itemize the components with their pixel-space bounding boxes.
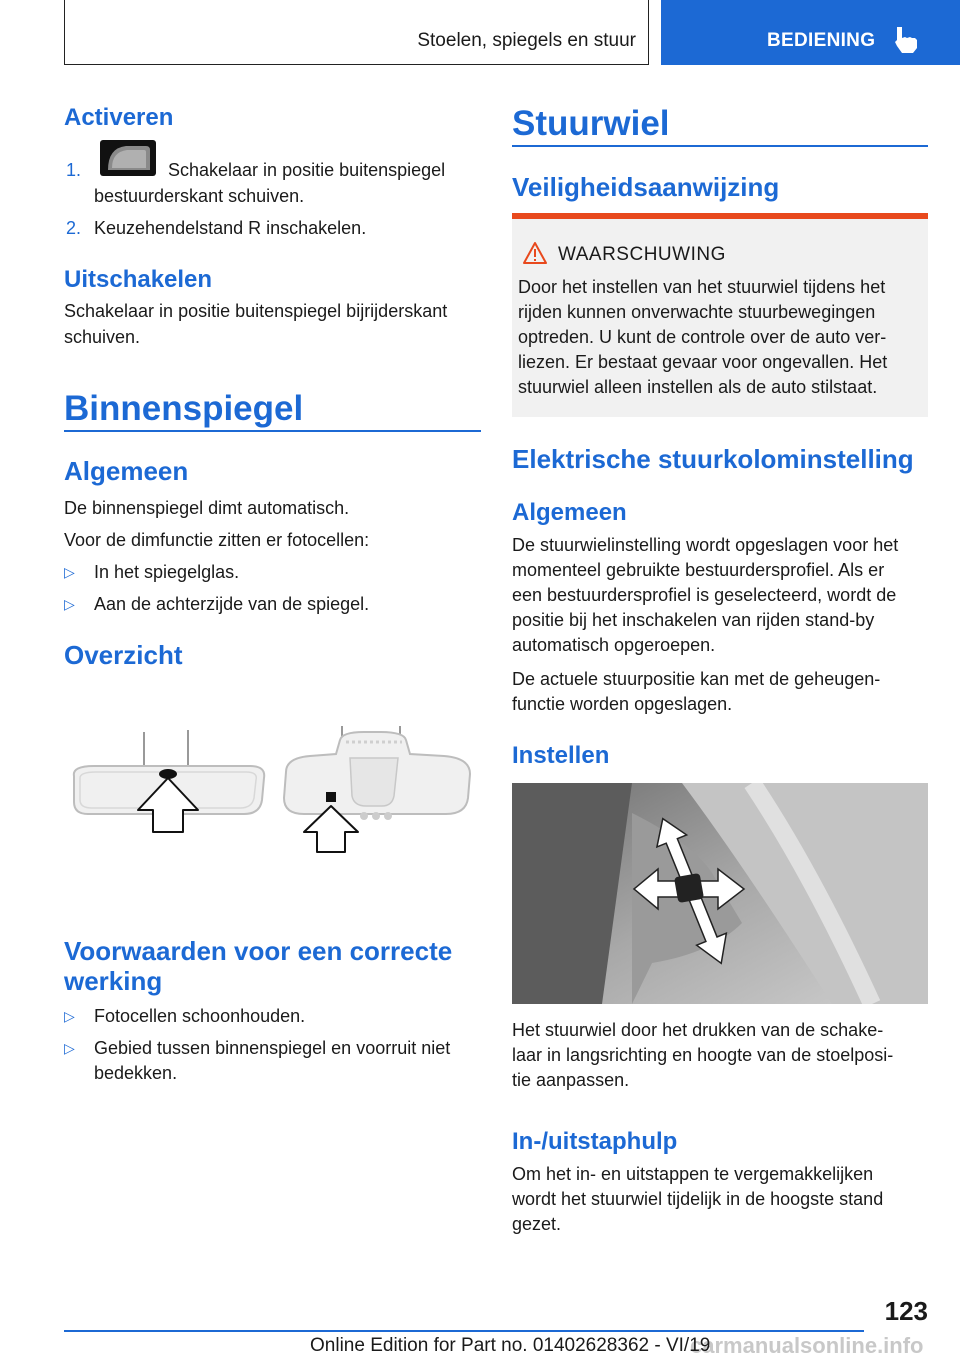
pointing-hand-icon — [893, 24, 921, 54]
heading-rule — [64, 430, 481, 432]
uitstaphulp-text — [512, 1162, 928, 1237]
text-line: Om het in- en uitstappen te vergemakkelijken — [512, 1164, 874, 1184]
bullet-triangle-icon: ▷ — [64, 1008, 75, 1024]
heading-activeren: Activeren — [64, 104, 174, 131]
step1-line2: bestuurderskant schuiven. — [94, 186, 305, 206]
heading-algemeen-right: Algemeen — [512, 499, 627, 526]
warning-line: liezen. Er bestaat gevaar voor ongevallen. Het — [518, 352, 888, 372]
bullet-triangle-icon: ▷ — [64, 564, 75, 580]
step-number-2: 2. — [66, 218, 82, 238]
header-tab-label: BEDIENING — [767, 30, 876, 51]
header-section-title: Stoelen, spiegels en stuur — [417, 30, 636, 51]
text-line: wordt het stuurwiel tijdelijk in de hoogste stand — [512, 1189, 884, 1209]
warning-line: rijden kunnen onverwachte stuurbewegingen — [518, 302, 876, 322]
header-section-box — [64, 0, 649, 65]
text-line: tie aanpassen. — [512, 1070, 630, 1090]
footer-rule — [64, 1330, 864, 1332]
heading-uitschakelen: Uitschakelen — [64, 266, 213, 293]
heading-veiligheidsaanwijzing: Veiligheidsaanwijzing — [512, 172, 780, 202]
warning-line: optreden. U kunt de controle over de auto ver- — [518, 327, 887, 347]
steering-column-photo — [512, 783, 928, 1004]
heading-elektrische-stuurkolominstelling: Elektrische stuurkolominstelling — [512, 444, 914, 474]
bullet-triangle-icon: ▷ — [64, 596, 75, 612]
warning-title: WAARSCHUWING — [558, 244, 726, 265]
step1-line1: Schakelaar in positie buitenspiegel — [168, 160, 446, 180]
algemeen-p2: Voor de dimfunctie zitten er fotocellen: — [64, 530, 370, 550]
algemeen-p1: De binnenspiegel dimt automatisch. — [64, 498, 350, 518]
text-line: laar in langsrichting en hoogte van de stoelposi- — [512, 1045, 894, 1065]
heading-rule — [512, 145, 928, 147]
text-line: automatisch opgeroepen. — [512, 635, 716, 655]
heading-algemeen-left: Algemeen — [64, 456, 189, 486]
step-number-1: 1. — [66, 160, 82, 180]
footer-watermark: carmanualsonline.info — [690, 1333, 924, 1358]
page-number: 123 — [884, 1296, 928, 1326]
algemeen-bullet2: Aan de achterzijde van de spiegel. — [94, 594, 370, 614]
instellen-text — [512, 1018, 928, 1093]
warning-line: stuurwiel alleen instellen als de auto stilstaat. — [518, 377, 878, 397]
footer-edition: Online Edition for Part no. 01402628362 - VI/19 — [310, 1335, 711, 1356]
voorwaarden-bullet1: Fotocellen schoonhouden. — [94, 1006, 306, 1026]
text-line: momenteel gebruikte bestuurdersprofiel. Als er — [512, 560, 885, 580]
warning-line: Door het instellen van het stuurwiel tijdens het — [518, 277, 886, 297]
algemeen-bullet1: In het spiegelglas. — [94, 562, 240, 582]
warning-box — [512, 213, 928, 417]
text-line: De stuurwielinstelling wordt opgeslagen voor het — [512, 535, 899, 555]
heading-voorwaarden-line2: werking — [64, 966, 163, 996]
voorwaarden-bullet2-line2: bedekken. — [94, 1063, 178, 1083]
uitschakelen-line2: schuiven. — [64, 327, 141, 347]
voorwaarden-bullet2-line1: Gebied tussen binnenspiegel en voorruit niet — [94, 1038, 451, 1058]
mirror-switch-icon — [100, 140, 156, 176]
text-line: Het stuurwiel door het drukken van de schake- — [512, 1020, 884, 1040]
heading-stuurwiel: Stuurwiel — [512, 104, 670, 143]
header-tab-bediening[interactable] — [661, 0, 960, 65]
text-line: positie bij het inschakelen van rijden stand-by — [512, 610, 875, 630]
step2-text: Keuzehendelstand R inschakelen. — [94, 218, 367, 238]
algemeen-right-text — [512, 533, 928, 658]
mirror-illustration — [64, 718, 480, 860]
heading-instellen: Instellen — [512, 742, 610, 769]
text-line: een bestuurdersprofiel is geselecteerd, wordt de — [512, 585, 897, 605]
heading-uitstaphulp: In-/uitstaphulp — [512, 1128, 678, 1155]
text-line: gezet. — [512, 1214, 562, 1234]
uitschakelen-line1: Schakelaar in positie buitenspiegel bijrijderskant — [64, 301, 448, 321]
algemeen-right-text2 — [512, 667, 928, 717]
heading-overzicht: Overzicht — [64, 640, 183, 670]
heading-binnenspiegel: Binnenspiegel — [64, 389, 304, 428]
text-line: functie worden opgeslagen. — [512, 694, 733, 714]
text-line: De actuele stuurpositie kan met de geheugen- — [512, 669, 881, 689]
bullet-triangle-icon: ▷ — [64, 1040, 75, 1056]
warning-triangle-icon — [522, 241, 548, 265]
warning-text — [518, 275, 918, 400]
heading-voorwaarden-line1: Voorwaarden voor een correcte — [64, 936, 453, 966]
